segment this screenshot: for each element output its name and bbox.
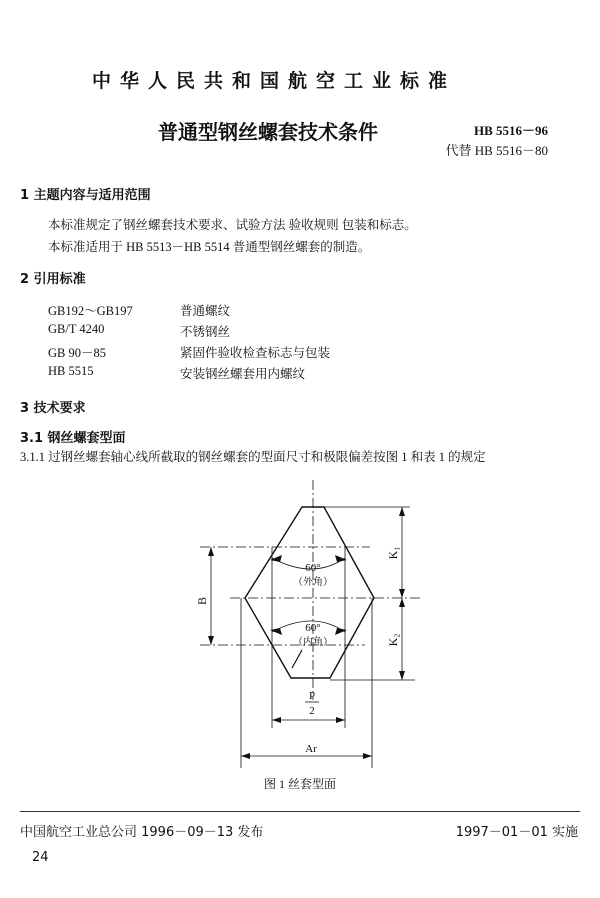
section-1-paragraph: 本标准规定了钢丝螺套技术要求、试验方法 验收规则 包装和标志。 (48, 218, 417, 232)
replaces-code: 代替 HB 5516－80 (445, 143, 548, 158)
issuer-date: 中国航空工业总公司 1996－09－13 发布 (20, 825, 264, 840)
dimension-k1-label: K₁ (386, 546, 400, 560)
section-3-heading: 3 技术要求 (20, 401, 86, 416)
dimension-p-numerator: P (308, 690, 316, 702)
reference-name: 普通螺纹 (180, 304, 231, 318)
dimension-k2-label: K₂ (386, 633, 400, 647)
reference-name: 紧固件验收检查标志与包装 (180, 346, 331, 360)
section-3-1-1-text: 3.1.1 过钢丝螺套轴心线所截取的钢丝螺套的型面尺寸和极限偏差按图 1 和表 1 的规定 (20, 450, 486, 464)
reference-code: GB 90－85 (48, 346, 106, 360)
page-number: 24 (32, 850, 49, 865)
section-3-1-heading: 3.1 钢丝螺套型面 (20, 431, 126, 446)
section-1-heading: 1 主题内容与适用范围 (20, 188, 151, 203)
reference-name: 安装钢丝螺套用内螺纹 (180, 367, 306, 381)
dimension-p-denominator: 2 (309, 705, 315, 717)
reference-name: 不锈钢丝 (180, 325, 231, 339)
standard-code (474, 120, 548, 139)
inner-angle-label: （内角） (293, 637, 333, 648)
reference-code: HB 5515 (48, 364, 94, 378)
section-2-heading: 2 引用标准 (20, 272, 86, 287)
reference-code: GB192～GB197 (48, 304, 133, 318)
inner-angle-value: 60° (305, 622, 321, 634)
organization-header: 中华人民共和国航空工业标准 (92, 70, 457, 92)
figure-caption: 图 1 丝套型面 (263, 777, 337, 791)
thread-profile-outline (245, 507, 374, 678)
reference-code: GB/T 4240 (48, 322, 105, 336)
dimension-b-label: B (195, 596, 209, 606)
document-title: 普通型钢丝螺套技术条件 (158, 120, 378, 144)
thread-profile-figure (0, 470, 600, 800)
footer-divider (20, 811, 580, 812)
effective-date: 1997－01－01 实施 (455, 825, 578, 840)
outer-angle-value: 60° (305, 562, 321, 574)
dimension-ar-label: Ar (305, 743, 317, 755)
outer-angle-label: （外角） (293, 577, 333, 588)
section-1-paragraph: 本标准适用于 HB 5513－HB 5514 普通型钢丝螺套的制造。 (48, 240, 371, 254)
standard-code-text: HB 5516－96 (473, 123, 548, 138)
